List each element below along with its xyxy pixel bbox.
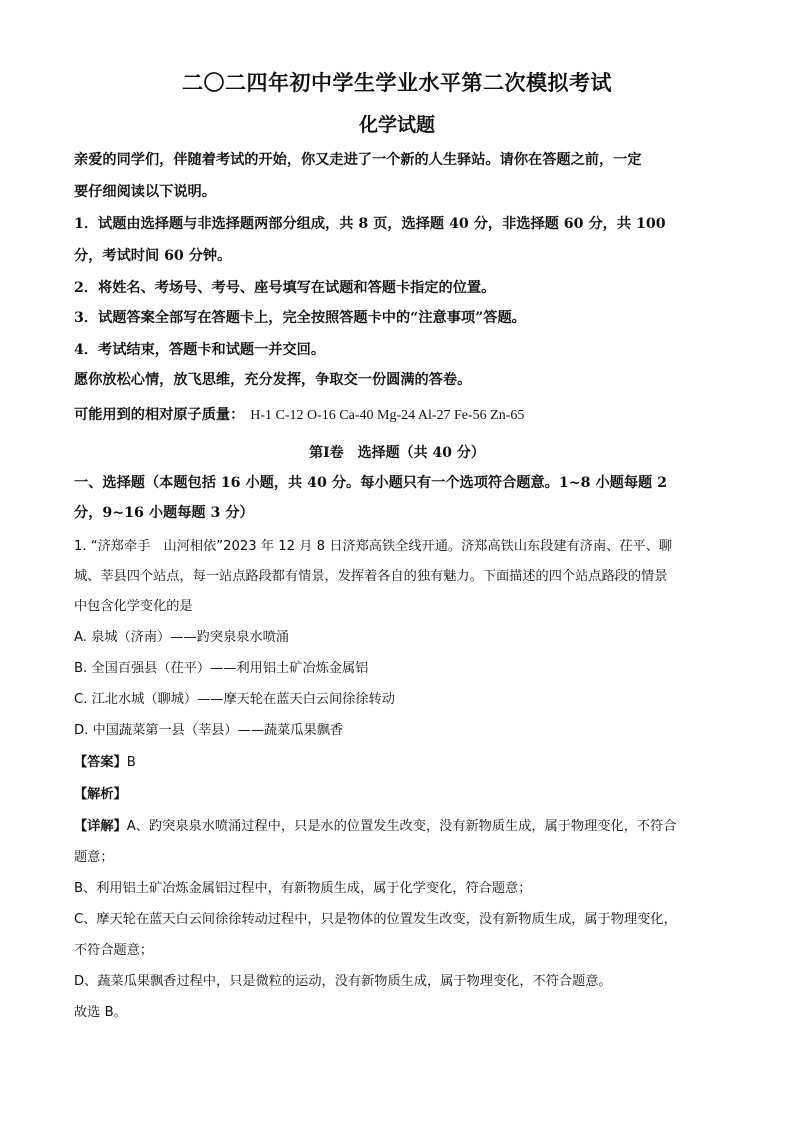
question-1-stem-line-2: 城、莘县四个站点，每一站点路段都有情景，发挥着各自的独有魅力。下面描述的四个站点路段的情景 (74, 569, 668, 584)
detail-text-a: A、趵突泉泉水喷涌过程中，只是水的位置发生改变，没有新物质生成，属于物理变化，不符合 (126, 819, 677, 834)
exam-title: 二〇二四年初中学生学业水平第二次模拟考试 (182, 70, 612, 95)
answer-line (74, 751, 724, 775)
question-1-stem-line-3: 中包含化学变化的是 (74, 599, 193, 614)
option-d: D. 中国蔬菜第一县（莘县）——蔬菜瓜果飘香 (74, 723, 344, 738)
option-b: B. 全国百强县（茌平）——利用铝土矿冶炼金属铝 (74, 661, 369, 676)
detail-c-line-2: 不符合题意； (74, 943, 154, 958)
detail-line-2: 题意； (74, 850, 114, 865)
detail-c-line-1: C、摩天轮在蓝天白云间徐徐转动过程中，只是物体的位置发生改变，没有新物质生成，属于物理变化， (74, 912, 677, 927)
greeting-line-2: 要仔细阅读以下说明。 (74, 184, 216, 200)
rule-1-line-2: 分，考试时间 60 分钟。 (74, 248, 232, 264)
rule-4: 4．考试结束，答题卡和试题一并交回。 (74, 342, 326, 358)
section-instruction-line-1: 一、选择题（本题包括 16 小题，共 40 分。每小题只有一个选项符合题意。1~8 小题每题 2 (74, 475, 668, 491)
detail-b: B、利用铝土矿冶炼金属铝过程中，有新物质生成，属于化学变化，符合题意； (74, 881, 532, 896)
atomic-mass-line (74, 403, 724, 428)
wish-line: 愿你放松心情，放飞思维，充分发挥，争取交一份圆满的答卷。 (74, 372, 472, 388)
atomic-mass-values: H-1 C-12 O-16 Ca-40 Mg-24 Al-27 Fe-56 Zn-65 (250, 408, 525, 423)
analysis-tag: 【解析】 (74, 787, 127, 802)
detail-tag: 【详解】 (74, 819, 127, 834)
answer-value: B (126, 755, 136, 770)
option-c: C. 江北水城（聊城）——摩天轮在蓝天白云间徐徐转动 (74, 692, 395, 707)
question-1-stem-line-1: 1. “济郑牵手 山河相依”2023 年 12 月 8 日济郑高铁全线开通。济郑高铁山东段建有济南、茌平、聊 (74, 539, 673, 554)
rule-1-line-1: 1．试题由选择题与非选择题两部分组成，共 8 页，选择题 40 分，非选择题 60 分，共 100 (74, 216, 666, 232)
greeting-line-1: 亲爱的同学们，伴随着考试的开始，你又走进了一个新的人生驿站。请你在答题之前，一定 (74, 152, 642, 168)
atomic-mass-label: 可能用到的相对原子质量： (74, 407, 245, 423)
conclusion: 故选 B。 (74, 1005, 127, 1020)
detail-line-1 (74, 815, 724, 839)
analysis-line (74, 783, 724, 807)
section-title: 第Ⅰ卷 选择题（共 40 分） (309, 445, 485, 461)
rule-2: 2．将姓名、考场号、考号、座号填写在试题和答题卡指定的位置。 (74, 280, 496, 296)
option-a: A. 泉城（济南）——趵突泉泉水喷涌 (74, 630, 289, 645)
section-instruction-line-2: 分，9~16 小题每题 3 分） (74, 505, 254, 521)
detail-d: D、蔬菜瓜果飘香过程中，只是微粒的运动，没有新物质生成，属于物理变化，不符合题意。 (74, 974, 612, 989)
rule-3: 3．试题答案全部写在答题卡上，完全按照答题卡中的“注意事项”答题。 (74, 310, 526, 326)
answer-tag: 【答案】 (74, 755, 127, 770)
exam-subject: 化学试题 (358, 114, 435, 136)
